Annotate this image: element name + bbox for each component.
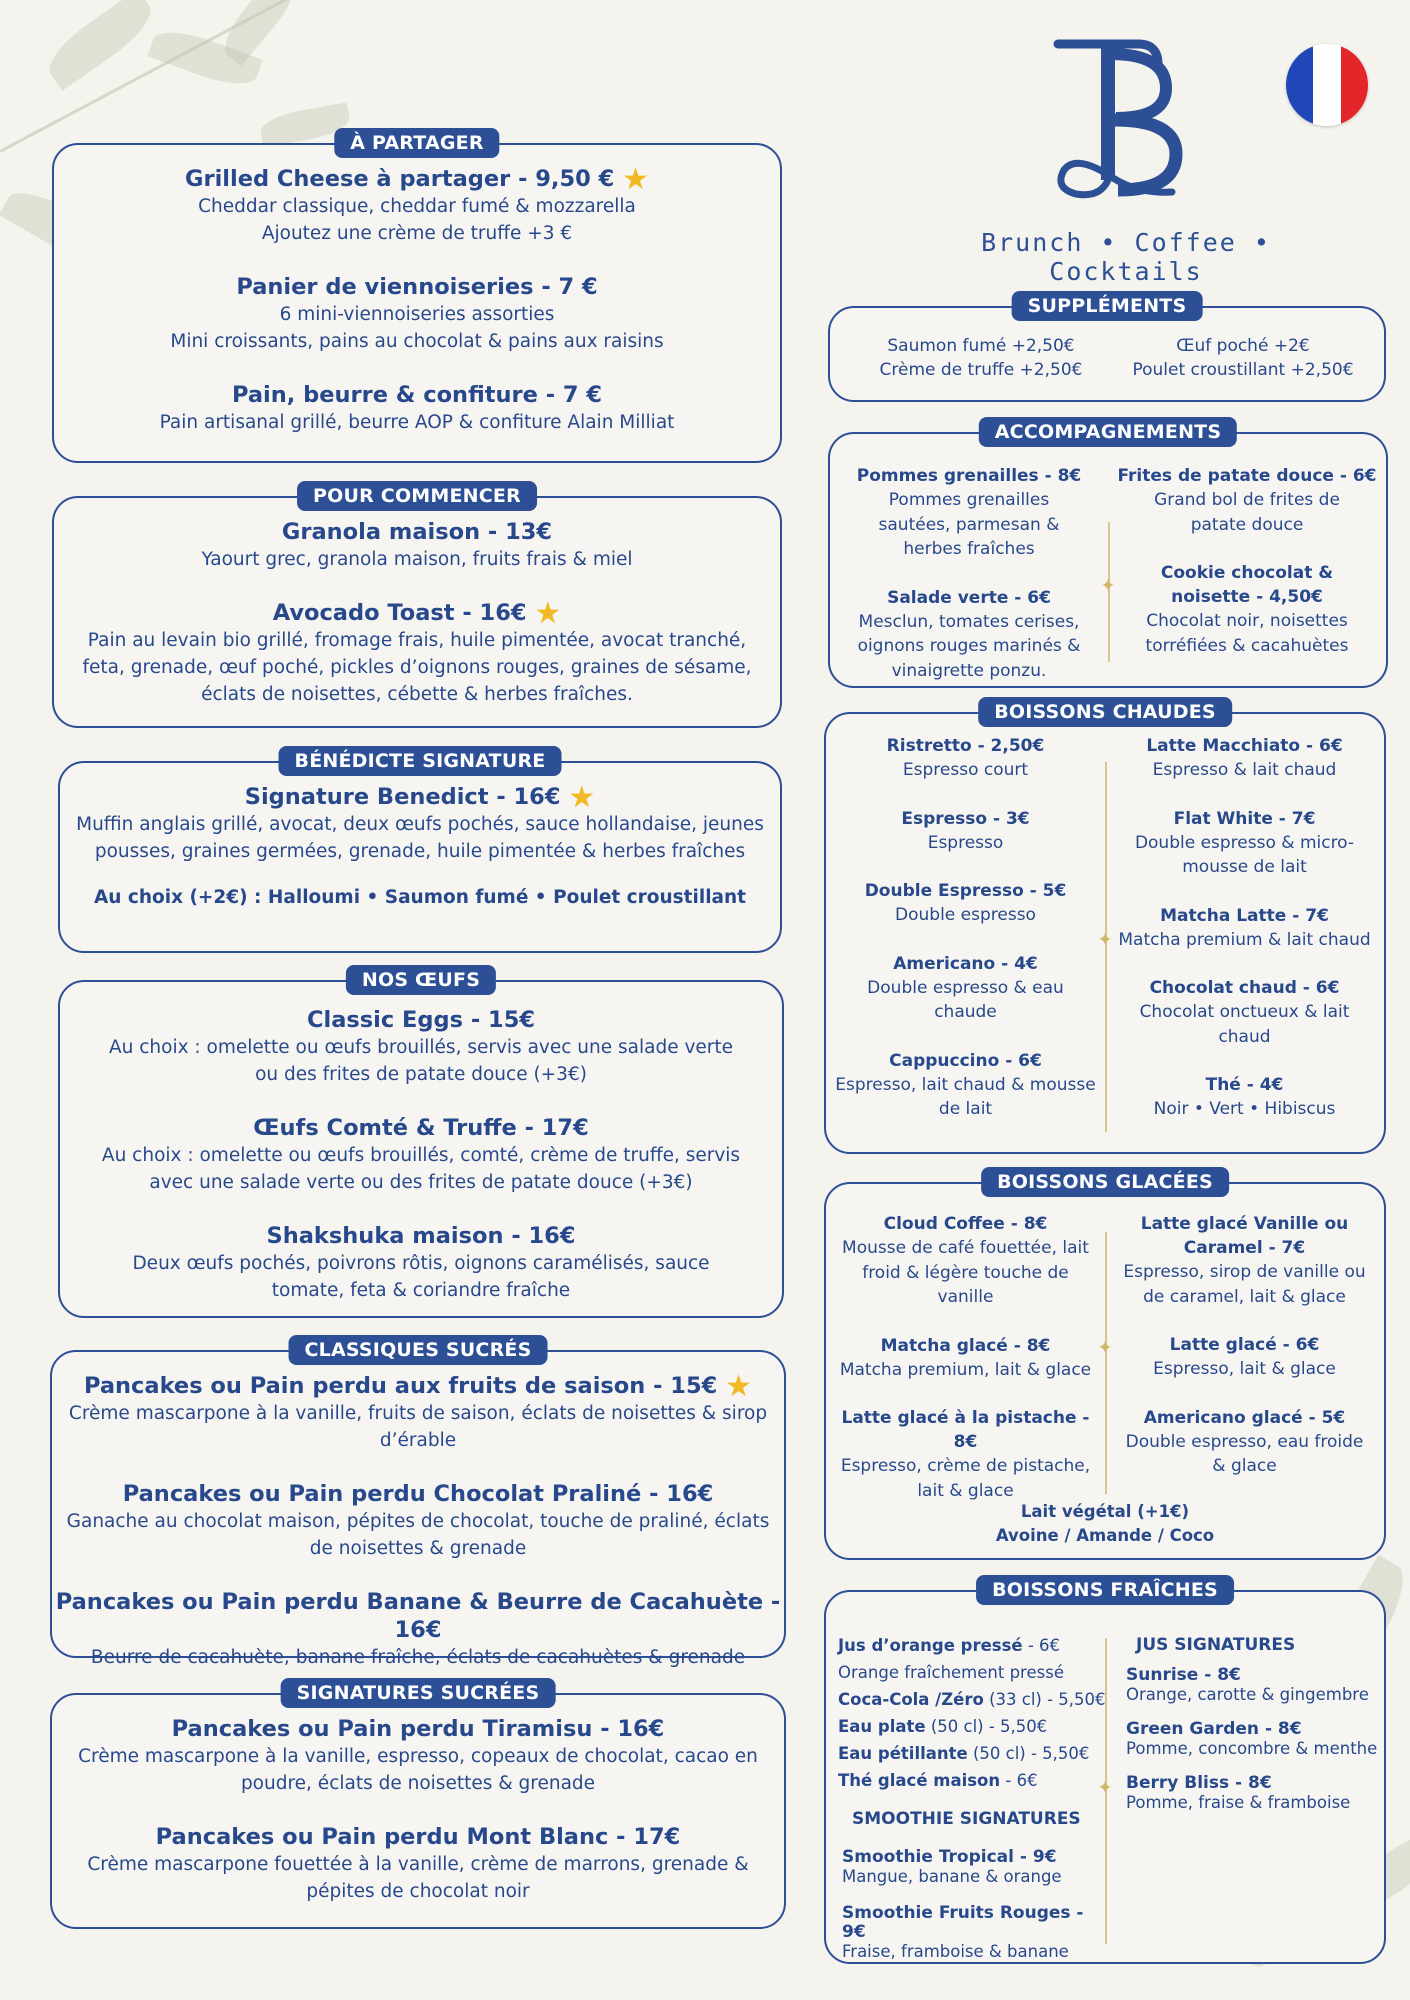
menu-item (60, 1114, 782, 1196)
item-description: patate douce (1190, 514, 1304, 535)
section-label: SUPPLÉMENTS (1012, 291, 1203, 321)
section-supplements (828, 295, 1386, 402)
section-label: POUR COMMENCER (297, 481, 537, 511)
item-name: 8€ (953, 1432, 978, 1452)
brand-logo (1040, 30, 1190, 210)
item-description: chaude (934, 1002, 997, 1022)
item-description: Espresso, lait & glace (1153, 1359, 1336, 1379)
item-description: herbes fraîches (903, 539, 1035, 559)
menu-item (60, 1222, 782, 1304)
section-benedicte-signature (58, 750, 782, 953)
item-description: poudre, éclats de noisettes & grenade (240, 1773, 596, 1794)
star-icon: ★ (534, 596, 562, 631)
item-name: Matcha Latte - 7€ (1160, 905, 1329, 926)
section-accompagnements (828, 421, 1388, 688)
supplement-item: Crème de truffe +2,50€ (879, 360, 1083, 380)
item-description: Cheddar classique, cheddar fumé & mozzarella (198, 196, 636, 217)
item-description: Mini croissants, pains au chocolat & pains aux raisins (170, 331, 664, 352)
item-description: Orange, carotte & gingembre (1126, 1685, 1369, 1704)
item-description: Double espresso & micro- (1134, 832, 1355, 853)
vegetal-milk-options: Avoine / Amande / Coco (995, 1526, 1215, 1545)
item-name: Latte glacé - 6€ (1169, 1335, 1320, 1355)
item-description: Yaourt grec, granola maison, fruits frais & miel (201, 549, 633, 570)
item-description: Grand bol de frites de (1154, 490, 1340, 510)
item-description: Crème mascarpone à la vanille, fruits de saison, éclats de noisettes & sirop (68, 1403, 768, 1424)
item-description: Fraise, framboise & banane (842, 1942, 1069, 1961)
item-name: Œufs Comté & Truffe - 17€ (253, 1115, 589, 1141)
item-description: Matcha premium & lait chaud (1118, 929, 1371, 950)
item-description: Pommes grenailles (888, 490, 1050, 510)
french-flag-icon[interactable] (1286, 44, 1368, 126)
brand-tagline: Brunch • Coffee • Cocktails (981, 228, 1271, 286)
item-name: Avocado Toast - 16€ (272, 600, 527, 626)
section-label: SIGNATURES SUCRÉES (281, 1678, 556, 1708)
jus-title: JUS SIGNATURES (1136, 1635, 1296, 1655)
item-description: de caramel, lait & glace (1143, 1286, 1346, 1307)
vegetal-milk-label: Lait végétal (+1€) (1020, 1502, 1190, 1521)
item-name: Flat White - 7€ (1173, 808, 1316, 829)
item-description: Matcha premium, lait & glace (839, 1359, 1092, 1380)
section-boissons-fraiches (824, 1579, 1386, 1964)
item-name: Chocolat chaud - 6€ (1149, 978, 1340, 998)
item-name: Grilled Cheese à partager - 9,50 € (185, 166, 615, 192)
sparkle-icon: ✦ (1097, 929, 1113, 951)
menu-item (52, 1369, 784, 1454)
item-name: Berry Bliss - 8€ (1126, 1773, 1272, 1793)
menu-item (52, 1823, 784, 1905)
section-label: NOS ŒUFS (346, 965, 496, 995)
menu-item (60, 1006, 782, 1088)
section-label: BÉNÉDICTE SIGNATURE (279, 746, 562, 776)
item-description: Ajoutez une crème de truffe +3 € (261, 223, 573, 244)
section-label: BOISSONS CHAUDES (978, 697, 1232, 727)
item-name: Panier de viennoiseries - 7 € (236, 274, 598, 300)
item-name: Cloud Coffee - 8€ (883, 1214, 1048, 1234)
item-description: vinaigrette ponzu. (891, 660, 1047, 681)
section-label: BOISSONS FRAÎCHES (976, 1575, 1234, 1605)
drink-line: Jus d’orange pressé - 6€ (838, 1636, 1061, 1655)
item-description: Espresso, crème de pistache, (840, 1456, 1091, 1476)
smoothie-title: SMOOTHIE SIGNATURES (852, 1809, 1081, 1829)
item-description: Crème mascarpone à la vanille, espresso, copeaux de chocolat, cacao en (78, 1746, 758, 1767)
drink-line: Thé glacé maison - 6€ (838, 1771, 1038, 1790)
section-label: BOISSONS GLACÉES (981, 1167, 1229, 1197)
item-description: Au choix : omelette ou œufs brouillés, comté, crème de truffe, servis (101, 1145, 741, 1166)
item-description: Double espresso, eau froide (1125, 1431, 1364, 1452)
menu-item (54, 518, 780, 573)
item-description: éclats de noisettes, cébette & herbes fraîches. (201, 684, 633, 705)
item-description: Deux œufs pochés, poivrons rôtis, oignons caramélisés, sauce (132, 1253, 710, 1274)
section-nos-oeufs (58, 969, 784, 1318)
item-name: Pancakes ou Pain perdu Tiramisu - 16€ (171, 1716, 665, 1742)
item-name: Granola maison - 13€ (281, 519, 553, 545)
item-name: Pancakes ou Pain perdu aux fruits de saison - 15€ (83, 1373, 718, 1399)
supplement-item: Poulet croustillant +2,50€ (1132, 360, 1354, 380)
star-icon: ★ (622, 162, 649, 197)
item-description: Muffin anglais grillé, avocat, deux œufs pochés, sauce hollandaise, jeunes (76, 814, 764, 835)
menu-item (54, 381, 780, 436)
item-name: Cookie chocolat & (1160, 563, 1334, 583)
item-description: torréfiées & cacahuètes (1145, 635, 1349, 656)
item-description: d’érable (379, 1430, 457, 1451)
sparkle-icon: ✦ (1100, 575, 1116, 597)
item-name: Smoothie Tropical - 9€ (842, 1847, 1057, 1867)
item-description: Pain artisanal grillé, beurre AOP & confiture Alain Milliat (159, 412, 675, 433)
item-description: Espresso, sirop de vanille ou (1123, 1262, 1366, 1282)
item-name: Caramel - 7€ (1183, 1238, 1306, 1258)
supplement-item: Saumon fumé +2,50€ (887, 336, 1075, 356)
menu-item (52, 1588, 784, 1671)
item-name: Matcha glacé - 8€ (880, 1335, 1051, 1356)
item-description: feta, grenade, œuf poché, pickles d’oignons rouges, graines de sésame, (82, 657, 752, 678)
sparkle-icon: ✦ (1097, 1337, 1113, 1359)
section-label: À PARTAGER (334, 128, 499, 158)
menu-item (60, 780, 780, 865)
menu-item (54, 273, 780, 355)
item-name: noisette - 4,50€ (1171, 587, 1323, 607)
menu-item (54, 596, 780, 708)
item-description: de noisettes & grenade (309, 1538, 527, 1559)
item-name: Signature Benedict - 16€ (244, 784, 561, 810)
item-description: & glace (1212, 1456, 1277, 1476)
drink-line: Eau plate (50 cl) - 5,50€ (838, 1717, 1048, 1736)
item-description: Chocolat noir, noisettes (1146, 611, 1348, 631)
item-description: vanille (937, 1287, 994, 1307)
item-name: Double Espresso - 5€ (864, 881, 1067, 901)
choice-options: Au choix (+2€) : Halloumi • Saumon fumé • Poulet croustillant (93, 887, 747, 908)
item-name: Pancakes ou Pain perdu Chocolat Praliné - 16€ (122, 1481, 714, 1507)
item-description: ou des frites de patate douce (+3€) (255, 1064, 587, 1085)
item-name: Classic Eggs - 15€ (306, 1007, 536, 1033)
item-name: Pancakes ou Pain perdu Banane & Beurre de Cacahuète - 16€ (55, 1589, 781, 1643)
item-description: 6 mini-viennoiseries assorties (279, 304, 555, 325)
item-name: Sunrise - 8€ (1126, 1665, 1241, 1685)
section-classiques-sucres (50, 1339, 786, 1668)
item-name: Americano glacé - 5€ (1143, 1407, 1346, 1428)
item-description: Espresso (927, 832, 1004, 853)
star-icon: ★ (725, 1369, 753, 1404)
item-name: Shakshuka maison - 16€ (266, 1223, 576, 1249)
item-description: de lait (938, 1099, 993, 1119)
item-description: Crème mascarpone fouettée à la vanille, crème de marrons, grenade & (87, 1854, 749, 1875)
item-name: Latte glacé Vanille ou (1140, 1214, 1349, 1234)
item-name: Pommes grenailles - 8€ (856, 466, 1082, 486)
item-name: Ristretto - 2,50€ (886, 736, 1045, 756)
section-signatures-sucrees (50, 1682, 786, 1929)
item-name: Latte glacé à la pistache - (841, 1408, 1090, 1428)
menu-item (52, 1480, 784, 1562)
section-label: CLASSIQUES SUCRÉS (289, 1335, 548, 1365)
menu-item (52, 1715, 784, 1797)
item-description: Double espresso & eau (867, 977, 1064, 998)
item-description: Double espresso (895, 905, 1036, 925)
section-a-partager (52, 132, 782, 463)
menu-item (54, 162, 780, 247)
item-description: Mousse de café fouettée, lait (842, 1238, 1089, 1258)
drink-line: Eau pétillante (50 cl) - 5,50€ (838, 1744, 1090, 1763)
item-name: Smoothie Fruits Rouges - 9€ (842, 1903, 1084, 1942)
item-description: oignons rouges marinés & (857, 636, 1081, 656)
item-description: Espresso & lait chaud (1152, 760, 1337, 780)
star-icon: ★ (568, 780, 596, 815)
item-description: Chocolat onctueux & lait (1139, 1002, 1350, 1022)
item-name: Pancakes ou Pain perdu Mont Blanc - 17€ (155, 1824, 681, 1850)
item-description: lait & glace (917, 1480, 1014, 1501)
item-description: pépites de chocolat noir (306, 1881, 530, 1902)
item-name: Cappuccino - 6€ (889, 1050, 1042, 1071)
item-description: froid & légère touche de (862, 1262, 1069, 1283)
item-description: Noir • Vert • Hibiscus (1153, 1099, 1336, 1119)
item-name: Thé - 4€ (1205, 1075, 1284, 1095)
item-description: Espresso court (902, 760, 1029, 780)
item-name: Frites de patate douce - 6€ (1117, 466, 1377, 486)
supplement-item: Œuf poché +2€ (1176, 336, 1310, 356)
item-description: Pomme, concombre & menthe (1126, 1739, 1378, 1758)
item-name: Salade verte - 6€ (887, 587, 1051, 608)
item-name: Espresso - 3€ (901, 808, 1030, 829)
item-description: avec une salade verte ou des frites de patate douce (+3€) (149, 1172, 693, 1193)
section-label: ACCOMPAGNEMENTS (979, 417, 1237, 447)
item-description: sautées, parmesan & (878, 514, 1060, 535)
item-description: Au choix : omelette ou œufs brouillés, servis avec une salade verte (108, 1037, 734, 1058)
section-pour-commencer (52, 485, 782, 728)
item-name: Pain, beurre & confiture - 7 € (231, 382, 603, 408)
drink-line: Orange fraîchement pressé (838, 1663, 1064, 1682)
drink-line: Coca-Cola /Zéro (33 cl) - 5,50€ (838, 1690, 1106, 1709)
item-description: chaud (1218, 1026, 1271, 1047)
item-name: Americano - 4€ (893, 953, 1038, 974)
item-description: Espresso, lait chaud & mousse (835, 1074, 1096, 1095)
item-description: Beurre de cacahuète, banane fraîche, éclats de cacahuètes & grenade (90, 1647, 746, 1668)
section-boissons-glacees (824, 1171, 1386, 1560)
item-description: Ganache au chocolat maison, pépites de chocolat, touche de praliné, éclats (66, 1511, 770, 1532)
item-description: Mesclun, tomates cerises, (858, 611, 1080, 632)
item-description: tomate, feta & coriandre fraîche (271, 1280, 571, 1301)
sparkle-icon: ✦ (1097, 1777, 1113, 1799)
item-description: pousses, graines germées, grenade, huile pimentée & herbes fraîches (94, 841, 746, 862)
item-description: mousse de lait (1182, 857, 1307, 877)
item-name: Latte Macchiato - 6€ (1146, 736, 1343, 756)
section-boissons-chaudes (824, 701, 1386, 1154)
item-name: Green Garden - 8€ (1126, 1719, 1302, 1739)
item-description: Pomme, fraise & framboise (1126, 1793, 1351, 1812)
item-description: Pain au levain bio grillé, fromage frais, huile pimentée, avocat tranché, (87, 630, 747, 651)
item-description: Mangue, banane & orange (842, 1867, 1062, 1886)
